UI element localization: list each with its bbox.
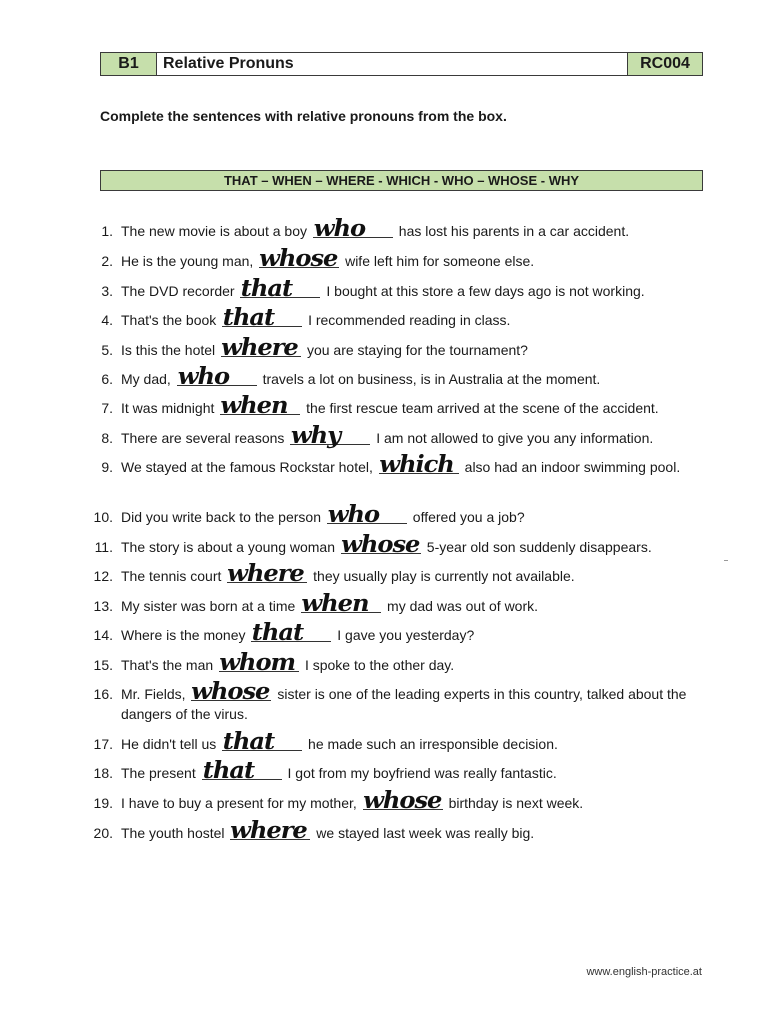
- item-sentence: [121, 422, 704, 449]
- handwritten-answer: where: [221, 334, 298, 361]
- item-sentence: [121, 531, 704, 558]
- sentence-start: Is this the hotel: [121, 342, 220, 358]
- sentence-end: they usually play is currently not available.: [309, 568, 575, 584]
- handwritten-answer: who: [313, 215, 365, 242]
- exercise-item: [100, 334, 704, 361]
- exercise-item: [100, 422, 704, 449]
- sentence-start: We stayed at the famous Rockstar hotel,: [121, 459, 377, 475]
- item-number: 13.: [93, 598, 113, 614]
- exercise-item: [100, 451, 704, 478]
- handwritten-answer: that: [222, 304, 275, 331]
- exercise-item: [100, 245, 704, 272]
- handwritten-answer: that: [241, 275, 293, 302]
- exercise-item: [93, 757, 704, 784]
- sentence-start: There are several reasons: [121, 430, 289, 446]
- handwritten-answer: whose: [259, 245, 338, 272]
- sentence-start: The DVD recorder: [121, 283, 239, 299]
- word-box: THAT – WHEN – WHERE - WHICH - WHO – WHOSE - WHY: [100, 170, 703, 191]
- answer-blank[interactable]: [222, 304, 302, 331]
- answer-blank[interactable]: [362, 787, 443, 814]
- item-number: 9.: [101, 459, 113, 475]
- answer-blank[interactable]: [251, 619, 331, 646]
- level-badge: B1: [101, 53, 157, 75]
- item-sentence: [121, 590, 704, 617]
- sentence-start: My dad,: [121, 371, 175, 387]
- item-sentence: [121, 451, 704, 478]
- item-number: 17.: [93, 736, 113, 752]
- exercise-item: [93, 787, 704, 814]
- answer-blank[interactable]: [240, 275, 320, 302]
- item-sentence: [121, 304, 704, 331]
- exercise-item: [93, 560, 704, 587]
- handwritten-answer: whose: [362, 787, 442, 814]
- item-sentence: [121, 560, 704, 587]
- answer-blank[interactable]: [313, 215, 393, 242]
- item-sentence: [121, 363, 704, 390]
- handwritten-answer: when: [301, 590, 369, 617]
- item-sentence: [121, 757, 704, 784]
- item-number: 16.: [93, 686, 113, 702]
- exercise-item: [100, 275, 704, 302]
- handwritten-answer: why: [291, 422, 341, 449]
- sentence-end: you are staying for the tournament?: [303, 342, 528, 358]
- answer-blank[interactable]: [220, 392, 300, 419]
- sentence-end: also had an indoor swimming pool.: [460, 459, 681, 475]
- sentence-end: offered you a job?: [408, 509, 525, 525]
- sentence-start: The story is about a young woman: [121, 539, 339, 555]
- exercise-item: [100, 215, 704, 242]
- answer-blank[interactable]: [177, 363, 257, 390]
- sentence-end: I am not allowed to give you any information.: [372, 430, 654, 446]
- answer-blank[interactable]: [222, 728, 302, 755]
- item-number: 4.: [101, 312, 113, 328]
- sentence-end: I gave you yesterday?: [333, 627, 475, 643]
- sentence-start: That's the man: [121, 657, 218, 673]
- sentence-end: the first rescue team arrived at the scene of the accident.: [302, 400, 659, 416]
- handwritten-answer: whose: [191, 678, 270, 705]
- sentence-end: 5-year old son suddenly disappears.: [422, 539, 652, 555]
- handwritten-answer: whom: [219, 649, 296, 676]
- sentence-start: It was midnight: [121, 400, 219, 416]
- exercise-item: [93, 678, 704, 724]
- exercise-item: [93, 590, 704, 617]
- sentence-start: He didn't tell us: [121, 736, 221, 752]
- sentence-end: has lost his parents in a car accident.: [394, 223, 630, 239]
- item-number: 14.: [93, 627, 113, 643]
- item-number: 7.: [101, 400, 113, 416]
- answer-blank[interactable]: [191, 678, 271, 705]
- exercise-item: [100, 304, 704, 331]
- sentence-end: travels a lot on business, is in Australia at the moment.: [258, 371, 601, 387]
- item-number: 1.: [101, 223, 113, 239]
- item-sentence: [121, 787, 704, 814]
- handwritten-answer: that: [252, 619, 304, 646]
- sentence-end: birthday is next week.: [444, 795, 584, 811]
- sentence-start: The youth hostel: [121, 825, 229, 841]
- item-number: 20.: [93, 825, 113, 841]
- answer-blank[interactable]: [202, 757, 282, 784]
- item-number: 15.: [93, 657, 113, 673]
- sentence-start: He is the young man,: [121, 253, 258, 269]
- exercise-item: [100, 363, 704, 390]
- sentence-start: That's the book: [121, 312, 221, 328]
- exercise-item: [93, 817, 704, 844]
- exercise-item: [93, 501, 704, 528]
- sentence-end: he made such an irresponsible decision.: [304, 736, 558, 752]
- answer-blank[interactable]: [221, 334, 301, 361]
- answer-blank[interactable]: [227, 560, 307, 587]
- instruction-text: Complete the sentences with relative pronouns from the box.: [100, 108, 507, 124]
- sentence-end: I bought at this store a few days ago is not working.: [322, 283, 645, 299]
- item-sentence: [121, 215, 704, 242]
- item-sentence: [121, 245, 704, 272]
- exercise-item: [93, 619, 704, 646]
- handwritten-answer: that: [222, 728, 275, 755]
- sentence-start: My sister was born at a time: [121, 598, 300, 614]
- answer-blank[interactable]: [327, 501, 407, 528]
- sentence-start: The present: [121, 765, 200, 781]
- handwritten-answer: whose: [341, 531, 420, 558]
- sentence-end: we stayed last week was really big.: [312, 825, 535, 841]
- answer-blank[interactable]: [290, 422, 370, 449]
- stray-mark: [724, 560, 728, 561]
- answer-blank[interactable]: [230, 817, 310, 844]
- sentence-end: I spoke to the other day.: [301, 657, 455, 673]
- handwritten-answer: that: [202, 757, 254, 784]
- sentence-start: Mr. Fields,: [121, 686, 190, 702]
- exercise-item: [93, 728, 704, 755]
- item-sentence: [121, 678, 704, 724]
- handwritten-answer: where: [227, 560, 305, 587]
- item-number: 2.: [101, 253, 113, 269]
- handwritten-answer: when: [220, 392, 288, 419]
- exercise-item: [94, 531, 704, 558]
- worksheet-header: [100, 52, 703, 76]
- item-sentence: [121, 501, 704, 528]
- sentence-end: wife left him for someone else.: [341, 253, 535, 269]
- item-sentence: [121, 275, 704, 302]
- item-sentence: [121, 392, 704, 419]
- item-number: 5.: [101, 342, 113, 358]
- sentence-end: I got from my boyfriend was really fantastic.: [283, 765, 557, 781]
- item-number: 19.: [93, 795, 113, 811]
- sentence-start: The tennis court: [121, 568, 226, 584]
- handwritten-answer: where: [230, 817, 308, 844]
- item-sentence: [121, 619, 704, 646]
- exercise-item: [100, 392, 704, 419]
- sentence-start: The new movie is about a boy: [121, 223, 311, 239]
- handwritten-answer: which: [378, 451, 454, 478]
- worksheet-title: Relative Pronuns: [157, 53, 627, 75]
- item-sentence: [121, 728, 704, 755]
- item-number: 12.: [93, 568, 113, 584]
- worksheet-code: RC004: [627, 53, 702, 75]
- handwritten-answer: who: [327, 501, 379, 528]
- sentence-end: my dad was out of work.: [383, 598, 539, 614]
- sentence-start: Where is the money: [121, 627, 250, 643]
- sentence-start: Did you write back to the person: [121, 509, 325, 525]
- item-number: 6.: [101, 371, 113, 387]
- item-number: 8.: [101, 430, 113, 446]
- sentence-start: I have to buy a present for my mother,: [121, 795, 361, 811]
- exercise-item: [93, 649, 704, 676]
- sentence-end: sister is one of the leading experts in this country, talked about the dangers of the virus.: [121, 686, 687, 722]
- answer-blank[interactable]: [259, 245, 339, 272]
- item-sentence: [121, 817, 704, 844]
- item-number: 10.: [93, 509, 113, 525]
- sentence-end: I recommended reading in class.: [304, 312, 511, 328]
- item-sentence: [121, 649, 704, 676]
- item-sentence: [121, 334, 704, 361]
- item-number: 3.: [101, 283, 113, 299]
- answer-blank[interactable]: [301, 590, 381, 617]
- footer-url: www.english-practice.at: [586, 966, 702, 978]
- answer-blank[interactable]: [219, 649, 299, 676]
- answer-blank[interactable]: [378, 451, 459, 478]
- item-number: 18.: [93, 765, 113, 781]
- item-number: 11.: [94, 539, 113, 555]
- answer-blank[interactable]: [341, 531, 421, 558]
- handwritten-answer: who: [177, 363, 229, 390]
